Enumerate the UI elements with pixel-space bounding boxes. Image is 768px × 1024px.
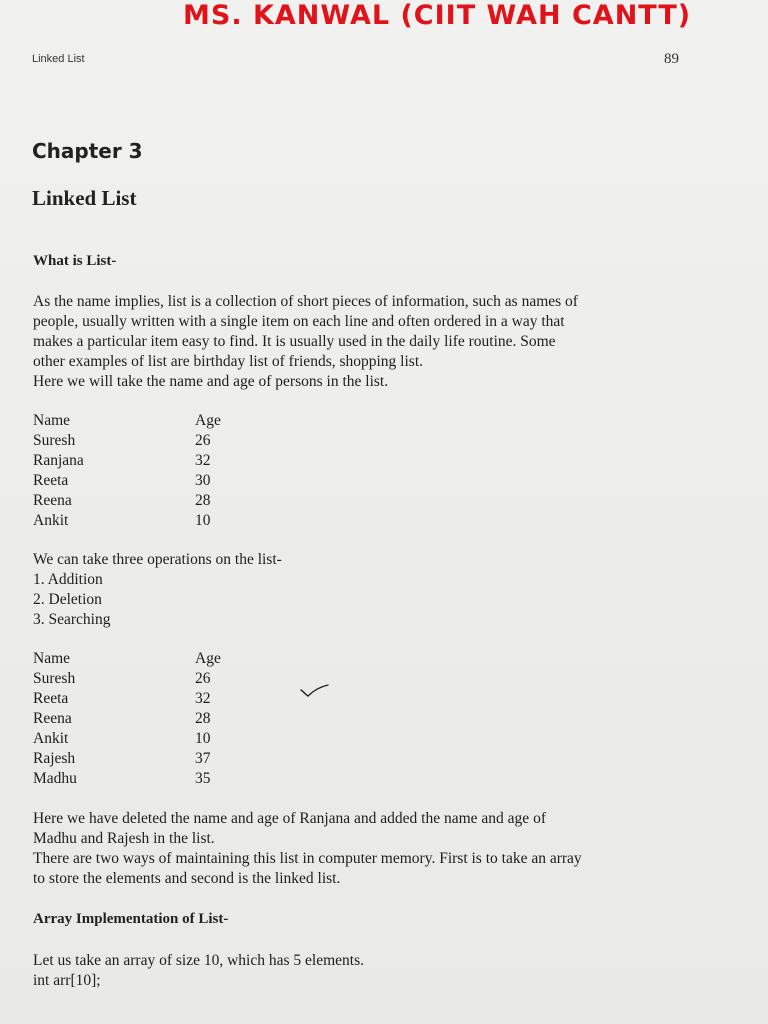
cell-name: Suresh — [33, 670, 76, 687]
cell-age: 30 — [195, 472, 211, 489]
cell-age: 26 — [195, 432, 211, 449]
operations-intro: We can take three operations on the list- — [33, 551, 282, 568]
cell-age: 28 — [195, 492, 211, 509]
watermark-stamp: MS. KANWAL (CIIT WAH CANTT) — [183, 0, 692, 31]
list-item: 2. Deletion — [33, 591, 102, 608]
section-heading-array-implementation: Array Implementation of List- — [33, 911, 229, 927]
paragraph-line: Madhu and Rajesh in the list. — [33, 830, 215, 847]
paragraph-line: There are two ways of maintaining this list in computer memory. First is to take an array — [33, 850, 582, 867]
paragraph-line: Let us take an array of size 10, which has 5 elements. — [33, 952, 364, 969]
section-heading-what-is-list: What is List- — [33, 253, 117, 269]
page-number: 89 — [664, 51, 679, 67]
cell-name: Ankit — [33, 512, 69, 529]
cell-name: Reeta — [33, 690, 69, 707]
paragraph-line: makes a particular item easy to find. It is usually used in the daily life routine. Some — [33, 333, 556, 350]
cell-age: 37 — [195, 750, 211, 767]
table-row — [33, 729, 255, 749]
paragraph-line: Here we have deleted the name and age of Ranjana and added the name and age of — [33, 810, 546, 827]
paragraph-line: people, usually written with a single item on each line and often ordered in a way that — [33, 313, 565, 330]
table-row — [33, 431, 255, 451]
cell-name: Reena — [33, 492, 72, 509]
cell-age: 10 — [195, 512, 211, 529]
name-age-table-1 — [33, 411, 255, 531]
table-row — [33, 749, 255, 769]
table-row — [33, 769, 255, 789]
update-paragraph — [33, 809, 582, 889]
column-header-age: Age — [195, 650, 221, 667]
cell-name: Ranjana — [33, 452, 84, 469]
column-header-name: Name — [33, 412, 71, 429]
cell-age: 35 — [195, 770, 211, 787]
table-row — [33, 669, 255, 689]
cell-age: 26 — [195, 670, 211, 687]
paragraph-line: other examples of list are birthday list of friends, shopping list. — [33, 353, 424, 370]
paragraph-line: to store the elements and second is the linked list. — [33, 870, 341, 887]
cell-name: Madhu — [33, 770, 77, 787]
paragraph-line: Here we will take the name and age of persons in the list. — [33, 373, 389, 390]
table-header-row — [33, 649, 255, 669]
column-header-age: Age — [195, 412, 221, 429]
code-line: int arr[10]; — [33, 972, 101, 989]
operations-list — [33, 550, 282, 630]
list-item: 1. Addition — [33, 571, 103, 588]
running-head: Linked List — [32, 53, 85, 65]
intro-paragraph — [33, 292, 578, 392]
list-item: 3. Searching — [33, 611, 111, 628]
table-row — [33, 491, 255, 511]
table-row — [33, 451, 255, 471]
cell-name: Ankit — [33, 730, 69, 747]
cell-age: 32 — [195, 690, 211, 707]
cell-name: Reeta — [33, 472, 69, 489]
cell-name: Suresh — [33, 432, 76, 449]
table-row — [33, 511, 255, 531]
cell-age: 28 — [195, 710, 211, 727]
name-age-table-2 — [33, 649, 255, 789]
chapter-title: Linked List — [32, 186, 137, 210]
table-header-row — [33, 411, 255, 431]
cell-age: 10 — [195, 730, 211, 747]
chapter-heading: Chapter 3 — [32, 139, 143, 163]
table-row — [33, 709, 255, 729]
cell-name: Rajesh — [33, 750, 76, 767]
array-paragraph — [33, 951, 364, 991]
table-row — [33, 689, 255, 709]
cell-name: Reena — [33, 710, 72, 727]
table-row — [33, 471, 255, 491]
handwritten-tick-icon — [300, 682, 330, 700]
cell-age: 32 — [195, 452, 211, 469]
column-header-name: Name — [33, 650, 71, 667]
paragraph-line: As the name implies, list is a collection of short pieces of information, such as names of — [33, 293, 578, 310]
